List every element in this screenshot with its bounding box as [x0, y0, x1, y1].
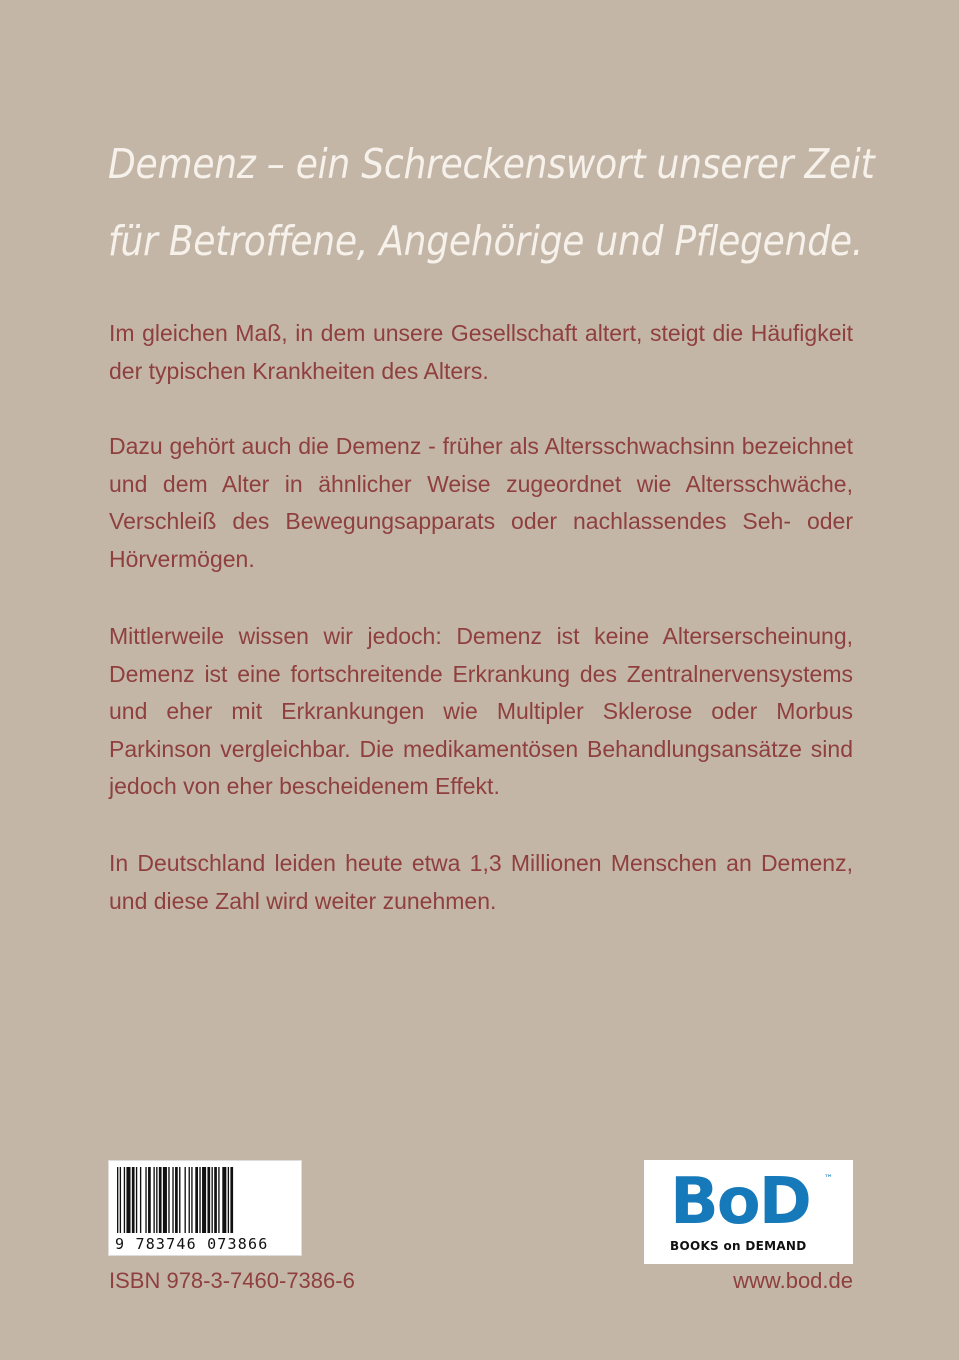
barcode-bar: [175, 1167, 178, 1233]
barcode-bar: [202, 1167, 206, 1233]
barcode-bar: [185, 1167, 186, 1233]
isbn-barcode: [108, 1160, 302, 1256]
barcode-bar: [199, 1167, 200, 1233]
barcode-bar: [214, 1167, 217, 1233]
logo-mark: BoD: [670, 1165, 810, 1239]
blurb-paragraph-1: Im gleichen Maß, in dem unsere Gesellschaft altert, steigt die Häufigkeit der typischen Krankheiten des Alters.: [109, 320, 853, 384]
barcode-bar: [145, 1167, 146, 1233]
tagline-line-1: Demenz – ein Schreckenswort unserer Zeit: [108, 140, 875, 188]
barcode-bar: [195, 1167, 198, 1233]
blurb-paragraph-4: In Deutschland leiden heute etwa 1,3 Millionen Menschen an Demenz, und diese Zahl wird weiter zunehmen.: [109, 850, 853, 914]
barcode-bar: [148, 1167, 151, 1233]
barcode-bar: [140, 1167, 141, 1233]
barcode-bar: [191, 1167, 192, 1233]
barcode-bar: [168, 1167, 169, 1233]
barcode-bar: [159, 1167, 162, 1233]
blurb-paragraph-2: Dazu gehört auch die Demenz - früher als Altersschwachsinn bezeichnet und dem Alter in ähnlicher Weise zugeordnet wie Altersschwäche, Verschleiß des Bewegungsapparats oder nachlassendes Seh- oder Hörvermögen.: [109, 433, 853, 572]
barcode-bar: [228, 1167, 229, 1233]
barcode-bar: [222, 1167, 226, 1233]
barcode-bar: [189, 1167, 190, 1233]
barcode-bar: [230, 1167, 233, 1233]
logo-trademark: ™: [824, 1174, 833, 1184]
barcode-bar: [117, 1167, 118, 1233]
barcode-bar: [153, 1167, 154, 1233]
barcode-bar: [163, 1167, 167, 1233]
barcode-bar: [132, 1167, 135, 1233]
barcode-bar: [179, 1167, 180, 1233]
logo-tagline: BOOKS on DEMAND: [670, 1239, 807, 1253]
barcode-bar: [212, 1167, 213, 1233]
barcode-bar: [218, 1167, 219, 1233]
barcode-bar: [124, 1167, 125, 1233]
publisher-logo: [644, 1160, 853, 1264]
blurb-paragraph-3: Mittlerweile wissen wir jedoch: Demenz ist keine Alterserscheinung, Demenz ist eine fortschreitende Erkrankung des Zentralnervensystems und eher mit Erkrankungen wie Multipler Sklerose oder Morbus Parkinson vergleichbar. Die medikamentösen Behandlungsansätze sind jedoch von eher bescheidenem Effekt.: [109, 623, 853, 799]
barcode-bar: [126, 1167, 130, 1233]
publisher-website: www.bod.de: [733, 1268, 853, 1293]
barcode-bar: [172, 1167, 173, 1233]
barcode-bar: [120, 1167, 121, 1233]
barcode-bar: [207, 1167, 210, 1233]
barcode-bars: [117, 1167, 295, 1233]
barcode-bar: [156, 1167, 157, 1233]
barcode-digits: 9 783746 073866: [115, 1235, 269, 1253]
barcode-bar: [136, 1167, 137, 1233]
isbn-number: ISBN 978-3-7460-7386-6: [109, 1268, 355, 1293]
tagline-line-2: für Betroffene, Angehörige und Pflegende.: [108, 217, 863, 265]
